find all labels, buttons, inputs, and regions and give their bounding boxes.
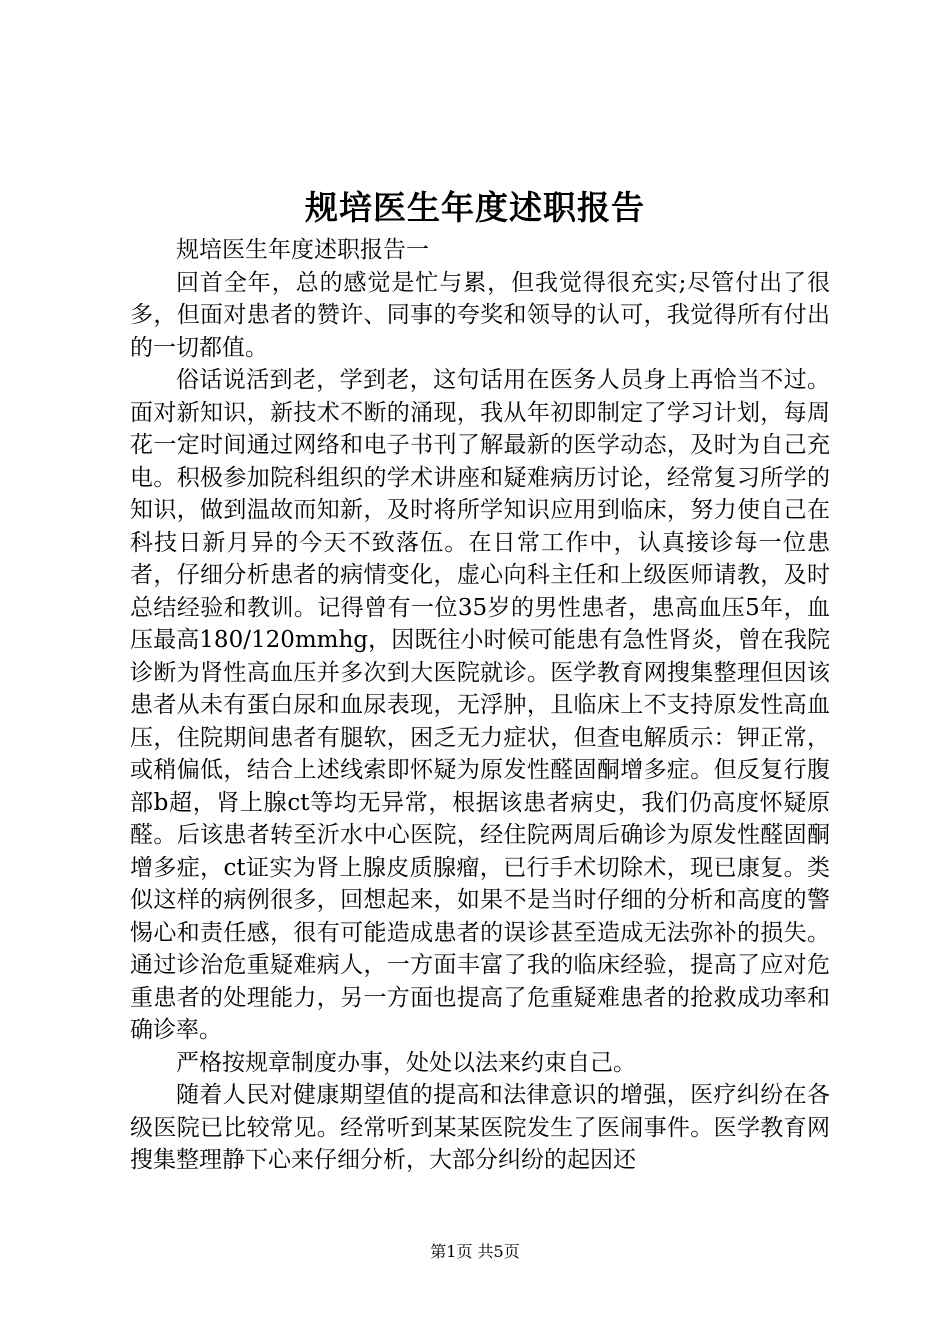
page-footer: 第1页 共5页	[430, 1242, 520, 1261]
paragraph-2: 俗话说活到老，学到老，这句话用在医务人员身上再恰当不过。面对新知识，新技术不断的涌现，我从年初即制定了学习计划，每周花一定时间通过网络和电子书刊了解最新的医学动态，及时为自己充电。积极参加院科组织的学术讲座和疑难病历讨论，经常复习所学的知识，做到温故而知新，及时将所学知识应用到临床，努力使自己在科技日新月异的今天不致落伍。在日常工作中，认真接诊每一位患者，仔细分析患者的病情变化，虚心向科主任和上级医师请教，及时总结经验和教训。记得曾有一位35岁的男性患者，患高血压5年，血压最高180/120mmhg，因既往小时候可能患有急性肾炎，曾在我院诊断为肾性高血压并多次到大医院就诊。医学教育网搜集整理但因该患者从未有蛋白尿和血尿表现，无浮肿，且临床上不支持原发性高血压，住院期间患者有腿软，困乏无力症状，但查电解质示：钾正常，或稍偏低，结合上述线索即怀疑为原发性醛固酮增多症。但反复行腹部b超，肾上腺ct等均无异常，根据该患者病史，我们仍高度怀疑原醛。后该患者转至沂水中心医院，经住院两周后确诊为原发性醛固酮增多症，ct证实为肾上腺皮质腺瘤，已行手术切除术，现已康复。类似这样的病例很多，回想起来，如果不是当时仔细的分析和高度的警惕心和责任感，很有可能造成患者的误诊甚至造成无法弥补的损失。通过诊治危重疑难病人，一方面丰富了我的临床经验，提高了应对危重患者的处理能力，另一方面也提高了危重疑难患者的抢救成功率和确诊率。	[130, 367, 830, 1043]
paragraph-3: 严格按规章制度办事，处处以法来约束自己。	[176, 1049, 636, 1076]
document-title: 规培医生年度述职报告	[305, 188, 645, 227]
paragraph-1: 回首全年，总的感觉是忙与累，但我觉得很充实;尽管付出了很多，但面对患者的赞许、同事的夸奖和领导的认可，我觉得所有付出的一切都值。	[130, 269, 830, 361]
paragraph-subtitle: 规培医生年度述职报告一	[176, 237, 429, 263]
document-body	[130, 234, 830, 1177]
paragraph-4: 随着人民对健康期望值的提高和法律意识的增强，医疗纠纷在各级医院已比较常见。经常听到某某医院发生了医闹事件。医学教育网搜集整理静下心来仔细分析，大部分纠纷的起因还	[130, 1082, 830, 1173]
